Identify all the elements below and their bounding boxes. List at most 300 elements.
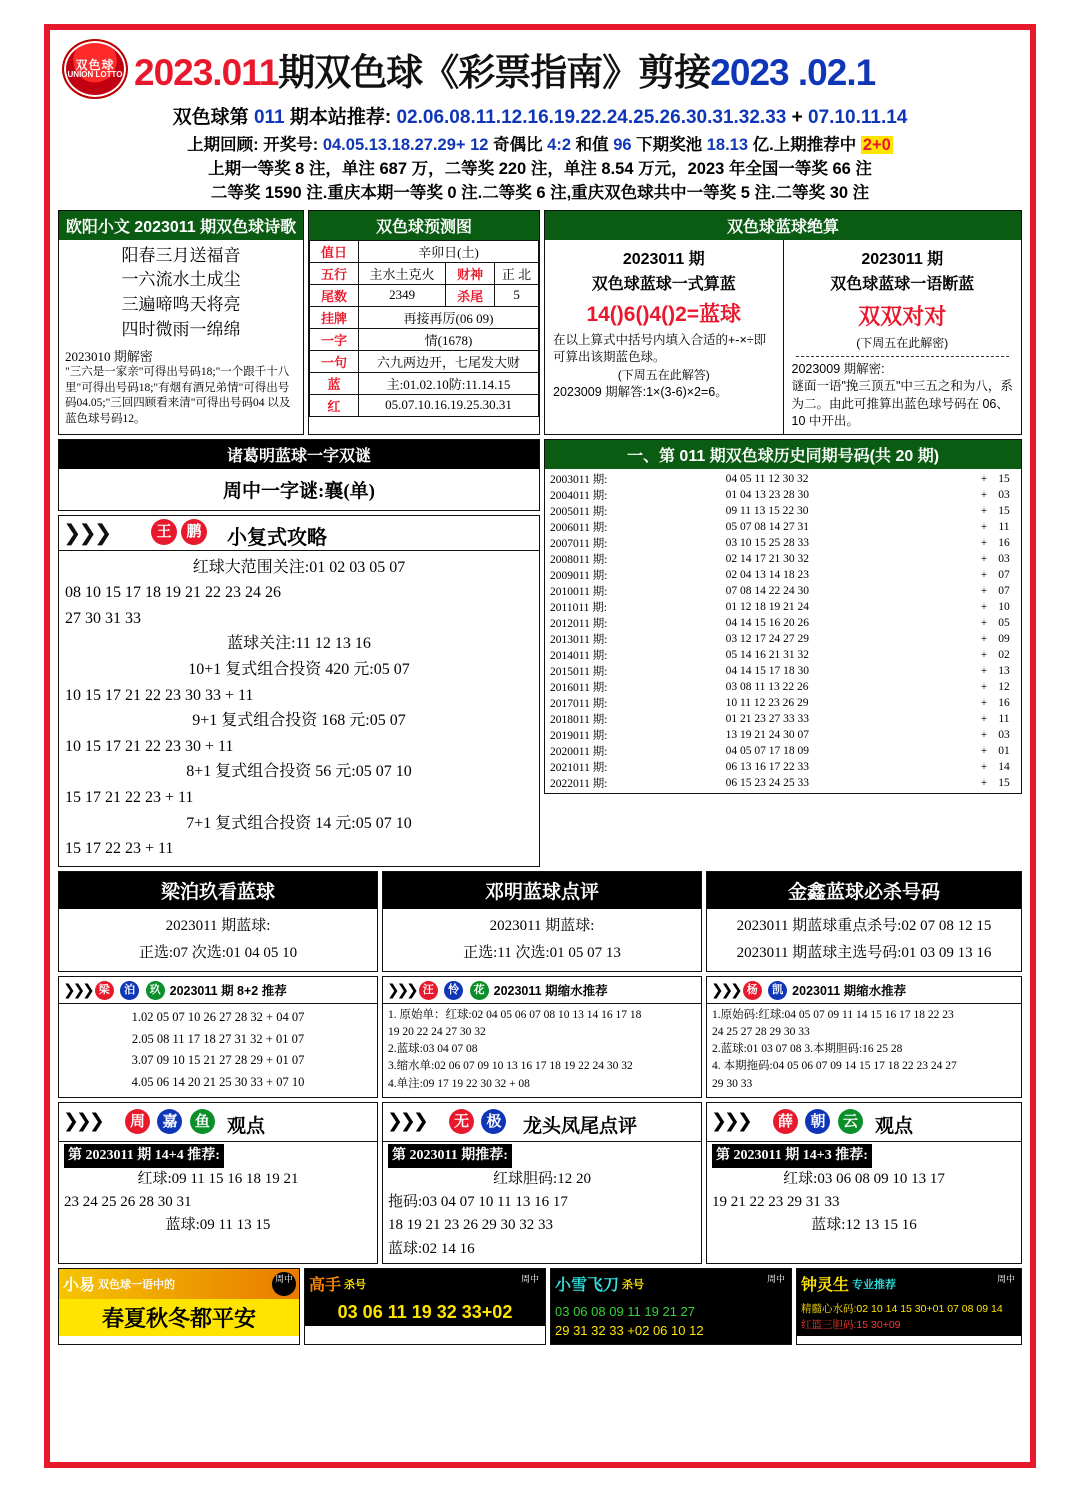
history-blue: 03 [998,728,1010,741]
jinxin-line2: 2023011 期蓝球主选号码:01 03 09 13 16 [736,944,992,961]
forecast-title: 双色球预测图 [309,211,539,240]
wangpeng-line: 15 17 21 22 23 + 11 [65,788,194,806]
history-reds: 05 07 08 14 27 31 [725,520,809,533]
name-char: 汪 [419,981,438,1000]
page-title [134,42,875,96]
dengming-title: 邓明蓝球点评 [383,872,701,909]
core-numbers-line: 精髓心水码:02 10 14 15 30+01 07 08 09 14 [801,1302,1003,1315]
opinion-line: 红球:03 06 08 09 10 13 17 [783,1170,945,1187]
wangpeng-name [151,519,207,545]
author-name [125,1109,218,1134]
history-plus: + [980,488,988,501]
history-reds: 02 14 17 21 30 32 [725,552,809,565]
table-row [549,535,1017,551]
author-name [449,1109,509,1134]
wangpeng-line: 08 10 15 17 18 19 21 22 23 24 26 [65,584,281,602]
tip-line: 1. 原始单：红球:02 04 05 06 07 08 10 13 14 16 17 18 [388,1008,642,1021]
history-reds: 09 11 13 15 22 30 [725,504,809,517]
history-blue: 03 [998,488,1010,501]
row-zhuge-history [58,439,1022,867]
wangpeng-panel [58,515,540,867]
chevron-right-icon: ❯❯❯ [63,981,92,999]
divider [796,356,1010,357]
history-issue: 2008011 期: [550,553,608,566]
history-reds: 06 13 16 17 22 33 [725,760,809,773]
opinion-line: 蓝球:09 11 13 15 [165,1217,271,1234]
name-char: 怜 [444,981,463,1000]
panel-body [797,1299,1021,1337]
blue-calc-right-note3: 谜面一语"挽三顶五"中三五之和为八，系为二。由此可推算出蓝色球号码在 06、10 中开出。 [791,379,1013,429]
opinion-line: 蓝球:02 14 16 [388,1240,475,1257]
forecast-label2: 杀尾 [446,284,495,306]
blue-calc-right-title: 双色球蓝球一语断蓝 [830,275,975,293]
forecast-value: 情(1678) [359,328,539,350]
history-issue: 2014011 期: [550,649,608,662]
forecast-value: 辛卯日(土) [359,240,539,262]
forecast-value2: 正 北 [495,262,539,284]
kill-line: 29 31 32 33 +02 06 10 12 [555,1323,704,1339]
table-row [310,350,539,372]
forecast-red-value: 05.07.10.16.19.25.30.31 [359,394,539,416]
panel-subtitle: 2023011 期缩水推荐 [792,983,907,998]
panel-body [707,1142,1021,1239]
author-name [743,980,789,1000]
jinxin-panel [706,871,1022,972]
dengming-panel [382,871,702,972]
name-char: 周 [125,1109,150,1134]
history-reds: 07 08 14 22 24 30 [725,584,809,597]
review-oddeven-ratio: 4:2 [547,136,572,154]
forecast-red-label: 红 [310,394,359,416]
history-issue: 2011011 期: [550,601,607,614]
blue-calc-title: 双色球蓝球绝算 [545,211,1021,240]
panel-subtitle: 双色球一语中的 [98,1278,176,1291]
wanglinghua-panel [382,976,702,1099]
zhoujiayu-panel [58,1102,378,1264]
table-row [549,759,1017,775]
panel-title: 龙头凤尾点评 [523,1116,638,1138]
xiaoxuefeidao-panel [550,1268,792,1345]
opinion-line: 23 24 25 26 28 30 31 [64,1194,192,1211]
liangbojiu-title: 梁泊玖看蓝球 [59,872,377,909]
blue-calc-left-title: 双色球蓝球一式算蓝 [591,275,736,293]
history-plus: + [980,616,988,629]
forecast-label: 尾数 [310,284,359,306]
history-plus: + [980,584,988,597]
wangpeng-line: 27 30 31 33 [65,609,141,627]
history-issue: 2010011 期: [550,585,608,598]
poem-line: 四时微雨一绵绵 [121,319,241,339]
panel-header [707,977,1021,1004]
zhuge-panel [58,439,540,511]
poem-sub-title: 2023010 期解密 [65,349,153,365]
history-plus: + [980,520,988,533]
history-blue: 01 [998,744,1010,757]
panel-body [59,1142,377,1239]
history-blue: 07 [998,584,1010,597]
tip-line: 19 20 22 24 27 30 32 [388,1025,486,1038]
table-row [549,743,1017,759]
review-sum-label: 和值 [575,136,609,154]
history-table [549,471,1017,791]
table-row [549,679,1017,695]
forecast-value: 再接再厉(06 09) [359,306,539,328]
forecast-value2: 5 [495,284,539,306]
panel-body [551,1299,791,1344]
title-mid: 期双色球《彩票指南》剪接 [278,52,711,93]
name-char: 极 [481,1109,506,1134]
blue-calc-riddle: 双双对对 [858,303,947,329]
history-reds: 04 05 11 12 30 32 [725,472,809,485]
yangkai-panel [706,976,1022,1099]
history-blue: 14 [998,760,1010,773]
panel-title: 观点 [875,1116,914,1138]
chevron-right-icon: ❯❯❯ [711,1111,750,1133]
history-plus: + [980,472,988,485]
name-char: 无 [449,1109,474,1134]
panel-header [383,1103,701,1142]
review-line-1 [58,134,1022,158]
name-char: 凯 [768,981,787,1000]
history-blue: 09 [998,632,1010,645]
table-row [310,284,539,306]
history-plus: + [980,600,988,613]
opinion-line: 红球胆码:12 20 [493,1170,591,1187]
history-reds: 05 14 16 21 31 32 [725,648,809,661]
forecast-label: 五行 [310,262,359,284]
history-issue: 2021011 期: [550,761,608,774]
panel-subtitle: 专业推荐 [852,1278,897,1291]
history-plus: + [980,632,988,645]
wangpeng-line: 15 17 22 23 + 11 [65,840,174,858]
title-date: 2023 .02.1 [710,52,876,93]
tip-line: 4.05 06 14 20 21 25 30 33 + 07 10 [131,1075,305,1090]
dengming-line1: 2023011 期蓝球: [489,917,595,934]
author-name: 小易 [63,1277,96,1295]
name-char: 薛 [773,1109,798,1134]
name-char: 玖 [146,981,165,1000]
zhuge-riddle: 周中一字谜:襄(单) [223,480,375,502]
poem-line: 阳春三月送福音 [121,245,241,265]
recommend-plus: + [791,107,803,128]
history-blue: 07 [998,568,1010,581]
history-reds: 03 12 17 24 27 29 [725,632,809,645]
review-winning-reds: 04.05.13.18.27.29+ [322,136,466,154]
name-char: 鱼 [190,1109,215,1134]
history-plus: + [980,504,988,517]
panel-subtitle: 2023011 期缩水推荐 [493,983,608,998]
history-plus: + [980,552,988,565]
name-char: 王 [151,519,177,545]
poem-body [59,240,303,430]
blue-calc-right-note: (下周五在此解密) [856,335,949,350]
logo-line1: 双色球 [75,57,115,72]
table-row [310,372,539,394]
jinxin-title: 金鑫蓝球必杀号码 [707,872,1021,909]
history-reds: 04 14 15 16 20 26 [725,616,809,629]
table-row [310,328,539,350]
poster-frame [44,24,1036,1468]
forecast-panel [308,210,540,435]
history-plus: + [980,680,988,693]
liangbojiu-8plus2-panel [58,976,378,1099]
tip-line: 2.蓝球:01 03 07 08 3.本期胆码:16 25 28 [712,1043,903,1056]
blue-calc-left-issue: 2023011 期 [622,250,705,268]
history-issue: 2019011 期: [550,729,608,742]
history-blue: 10 [998,600,1010,613]
chevron-right-icon: ❯❯❯ [63,519,110,545]
review-oddeven-label: 奇偶比 [493,136,543,154]
recommend-mid: 期本站推荐: [289,107,392,128]
dengming-line2: 正选:11 次选:01 05 07 13 [463,944,621,961]
recommend-issue: 011 [253,107,285,128]
panel-body [59,1004,377,1098]
kill-line: 03 06 08 09 11 19 21 27 [555,1303,695,1319]
tip-line: 3.缩水单:02 06 07 09 10 13 16 17 18 19 22 24 30 32 [388,1060,633,1073]
recommend-red-numbers: 02.06.08.11.12.16.19.22.24.25.26.30.31.32.33 [396,107,787,128]
table-row [310,394,539,416]
tip-line: 4. 本期拖码:04 05 06 07 09 14 15 17 18 22 23 24 27 [712,1060,957,1073]
panel-body [383,1004,701,1096]
liangbojiu-panel [58,871,378,972]
history-reds: 13 19 21 24 30 07 [725,728,809,741]
table-row [549,519,1017,535]
chevron-right-icon: ❯❯❯ [711,981,740,999]
history-blue: 16 [998,536,1010,549]
history-issue: 2015011 期: [550,665,608,678]
jinxin-body [707,909,1021,971]
review-line-2: 上期一等奖 8 注，单注 687 万，二等奖 220 注，单注 8.54 万元，2023 年全国一等奖 66 注 [208,159,872,178]
history-blue: 12 [998,680,1010,693]
liangbojiu-line1: 2023011 期蓝球: [165,917,271,934]
review-pool-label: 下期奖池 [636,136,703,154]
panel-header [59,1269,299,1299]
table-row [549,599,1017,615]
history-issue: 2022011 期: [550,777,608,790]
history-reds: 03 08 11 13 22 26 [725,680,809,693]
zhongzhensheng-panel [796,1268,1022,1345]
history-issue: 2005011 期: [550,505,608,518]
history-issue: 2016011 期: [550,681,608,694]
liangbojiu-line2: 正选:07 次选:01 04 05 10 [138,944,298,961]
panel-body [707,1004,1021,1096]
forecast-label: 一字 [310,328,359,350]
table-row [549,727,1017,743]
wangpeng-line: 9+1 复式组合投资 168 元:05 07 [192,712,406,730]
history-issue: 2013011 期: [550,633,608,646]
panel-header [797,1269,1021,1299]
gaoshou-panel [304,1268,546,1345]
blue-calc-columns [545,240,1021,434]
wangpeng-body [59,551,539,866]
tip-line: 2.蓝球:03 04 07 08 [388,1043,478,1056]
title-issue: 2023.011 [134,52,279,93]
history-title: 一、第 011 期双色球历史同期号码(共 20 期) [545,440,1021,469]
name-char: 泊 [120,981,139,1000]
panel-header [383,977,701,1004]
forecast-label: 值日 [310,240,359,262]
wangpeng-header [59,516,539,551]
tip-line: 2.05 08 11 17 18 27 31 32 + 01 07 [131,1031,305,1046]
author-name: 小雪飞刀 [555,1277,620,1295]
tip-line: 1.02 05 07 10 26 27 28 32 + 04 07 [131,1009,305,1024]
poem-line: 一六流水土成尘 [121,270,241,290]
table-row [549,695,1017,711]
history-plus: + [980,728,988,741]
panel-subtitle: 2023011 期 8+2 推荐 [169,983,287,998]
panel-body: 春夏秋冬都平安 [59,1299,299,1336]
panel-header [59,1103,377,1142]
week-badge: 周中 [764,1272,788,1296]
wangpeng-line: 7+1 复式组合投资 14 元:05 07 10 [186,814,412,832]
blue-calc-left [545,240,784,434]
review-l1e: 亿.上期推荐中 [752,136,857,154]
blue-calc-note: 在以上算式中括号内填入合适的+-×÷即可算出该期蓝色球。 [553,332,767,365]
chevron-right-icon: ❯❯❯ [387,1111,426,1133]
table-row [549,615,1017,631]
forecast-blue-label: 蓝 [310,372,359,394]
history-issue: 2007011 期: [550,537,608,550]
history-blue: 15 [998,776,1010,789]
history-blue: 15 [998,504,1010,517]
forecast-label: 一句 [310,350,359,372]
history-blue: 13 [998,664,1010,677]
panel-header [59,977,377,1004]
history-issue: 2009011 期: [550,569,608,582]
panel-header [707,1103,1021,1142]
panel-header [551,1269,791,1299]
author-name [773,1109,866,1134]
opinion-line: 蓝球:12 13 15 16 [811,1217,917,1234]
history-plus: + [980,648,988,661]
history-reds: 02 04 13 14 18 23 [725,568,809,581]
name-char: 杨 [743,981,762,1000]
tip-line: 4.单注:09 17 19 22 30 32 + 08 [388,1077,530,1090]
history-reds: 04 14 15 17 18 30 [725,664,809,677]
union-lotto-logo-icon [62,39,128,99]
week-badge: 周中 [272,1272,296,1296]
week-badge: 周中 [994,1272,1018,1296]
wangpeng-line: 10 15 17 21 22 23 30 33 + 11 [65,686,254,704]
recommend-blue-numbers: 07.10.11.14 [808,107,908,128]
history-reds: 01 21 23 27 33 33 [725,712,809,725]
table-row [310,306,539,328]
history-panel [544,439,1022,794]
history-plus: + [980,712,988,725]
site-recommendation [58,102,1022,129]
history-reds: 06 15 23 24 25 33 [725,776,809,789]
table-row [549,487,1017,503]
recommend-tag: 第 2023011 期推荐: [388,1144,512,1168]
history-issue: 2004011 期: [550,489,608,502]
table-row [549,663,1017,679]
tip-line: 24 25 27 28 29 30 33 [712,1025,810,1038]
blue-calc-note3: 2023009 期解答:1×(3-6)×2=6。 [553,384,728,399]
row-poem-forecast-blue [58,210,1022,435]
name-char: 云 [838,1109,863,1134]
recommend-prefix: 双色球第 [172,107,249,128]
opinion-line: 红球:09 11 15 16 18 19 21 [137,1170,299,1187]
history-blue: 02 [998,648,1010,661]
jinxin-line1: 2023011 期蓝球重点杀号:02 07 08 12 15 [736,917,992,934]
blue-calc-panel [544,210,1022,435]
history-plus: + [980,664,988,677]
table-row [549,631,1017,647]
name-char: 梁 [95,981,114,1000]
wangpeng-title: 小复式攻略 [227,526,327,549]
history-blue: 16 [998,696,1010,709]
table-row [549,583,1017,599]
history-reds: 04 05 07 17 18 09 [725,744,809,757]
wuji-panel [382,1102,702,1264]
review-pool-value: 18.13 [706,136,749,154]
forecast-table [309,240,539,417]
history-plus: + [980,776,988,789]
forecast-value: 主水土克火 [359,262,446,284]
forecast-value: 2349 [359,284,446,306]
row-reduction-tips [58,976,1022,1099]
wangpeng-line: 红球大范围关注:01 02 03 05 07 [192,558,406,576]
history-blue: 03 [998,552,1010,565]
panel-body: 03 06 11 19 32 33+02 [305,1299,545,1326]
row-blue-experts [58,871,1022,972]
logo-line2: UNION LOTTO [67,70,123,80]
history-reds: 01 04 13 23 28 30 [725,488,809,501]
table-row [549,567,1017,583]
history-issue: 2006011 期: [550,521,608,534]
zhuge-title: 诸葛明蓝球一字双谜 [59,440,539,469]
history-issue: 2017011 期: [550,697,608,710]
opinion-line: 19 21 22 23 29 31 33 [712,1194,840,1211]
poem-explanation: "三六是一家亲"可得出号码18;"一个跟千十八里"可得出号码18;"有烟有酒兄弟情"可得出号码04.05;"三回四顾看来清"可得出号码04 以及蓝色球号码12。 [65,366,291,425]
recommend-tag: 第 2023011 期 14+3 推荐: [712,1144,872,1168]
panel-title: 观点 [227,1116,266,1138]
blue-calc-note2: (下周五在此解答) [617,367,710,382]
table-row [549,551,1017,567]
tip-line: 3.07 09 10 15 21 27 28 29 + 01 07 [131,1053,305,1068]
history-reds: 03 10 15 25 28 33 [725,536,809,549]
table-row [549,711,1017,727]
table-row [310,240,539,262]
week-badge: 周中 [518,1272,542,1296]
name-char: 嘉 [157,1109,182,1134]
wangpeng-line: 10+1 复式组合投资 420 元:05 07 [188,660,410,678]
blue-calc-right-issue: 2023011 期 [861,250,944,268]
history-plus: + [980,568,988,581]
history-blue: 11 [998,712,1010,725]
review-line-3: 二等奖 1590 注.重庆本期一等奖 0 注.二等奖 6 注,重庆双色球共中一等奖 5 注.二等奖 30 注 [210,183,870,202]
history-blue: 05 [998,616,1010,629]
table-row [549,647,1017,663]
blue-calc-right [784,240,1022,434]
blue-calc-right-note2: 2023009 期解密: [791,361,885,376]
row-opinions [58,1102,1022,1264]
review-sum-value: 96 [613,136,632,154]
poem-title: 欧阳小文 2023011 期双色球诗歌 [59,211,303,240]
dan-numbers-line: 红篮三胆码:15 30+09 [801,1318,901,1331]
history-issue: 2018011 期: [550,713,608,726]
author-name: 钟灵生 [801,1277,850,1295]
poster-header [58,38,1022,100]
panel-subtitle: 杀号 [344,1278,367,1291]
dengming-body [383,909,701,971]
author-name [419,980,491,1000]
table-row [310,262,539,284]
name-char: 鹏 [181,519,207,545]
wangpeng-line: 蓝球关注:11 12 13 16 [227,635,371,653]
history-blue: 11 [998,520,1010,533]
review-l1a: 上期回顾: 开奖号: [187,136,319,154]
